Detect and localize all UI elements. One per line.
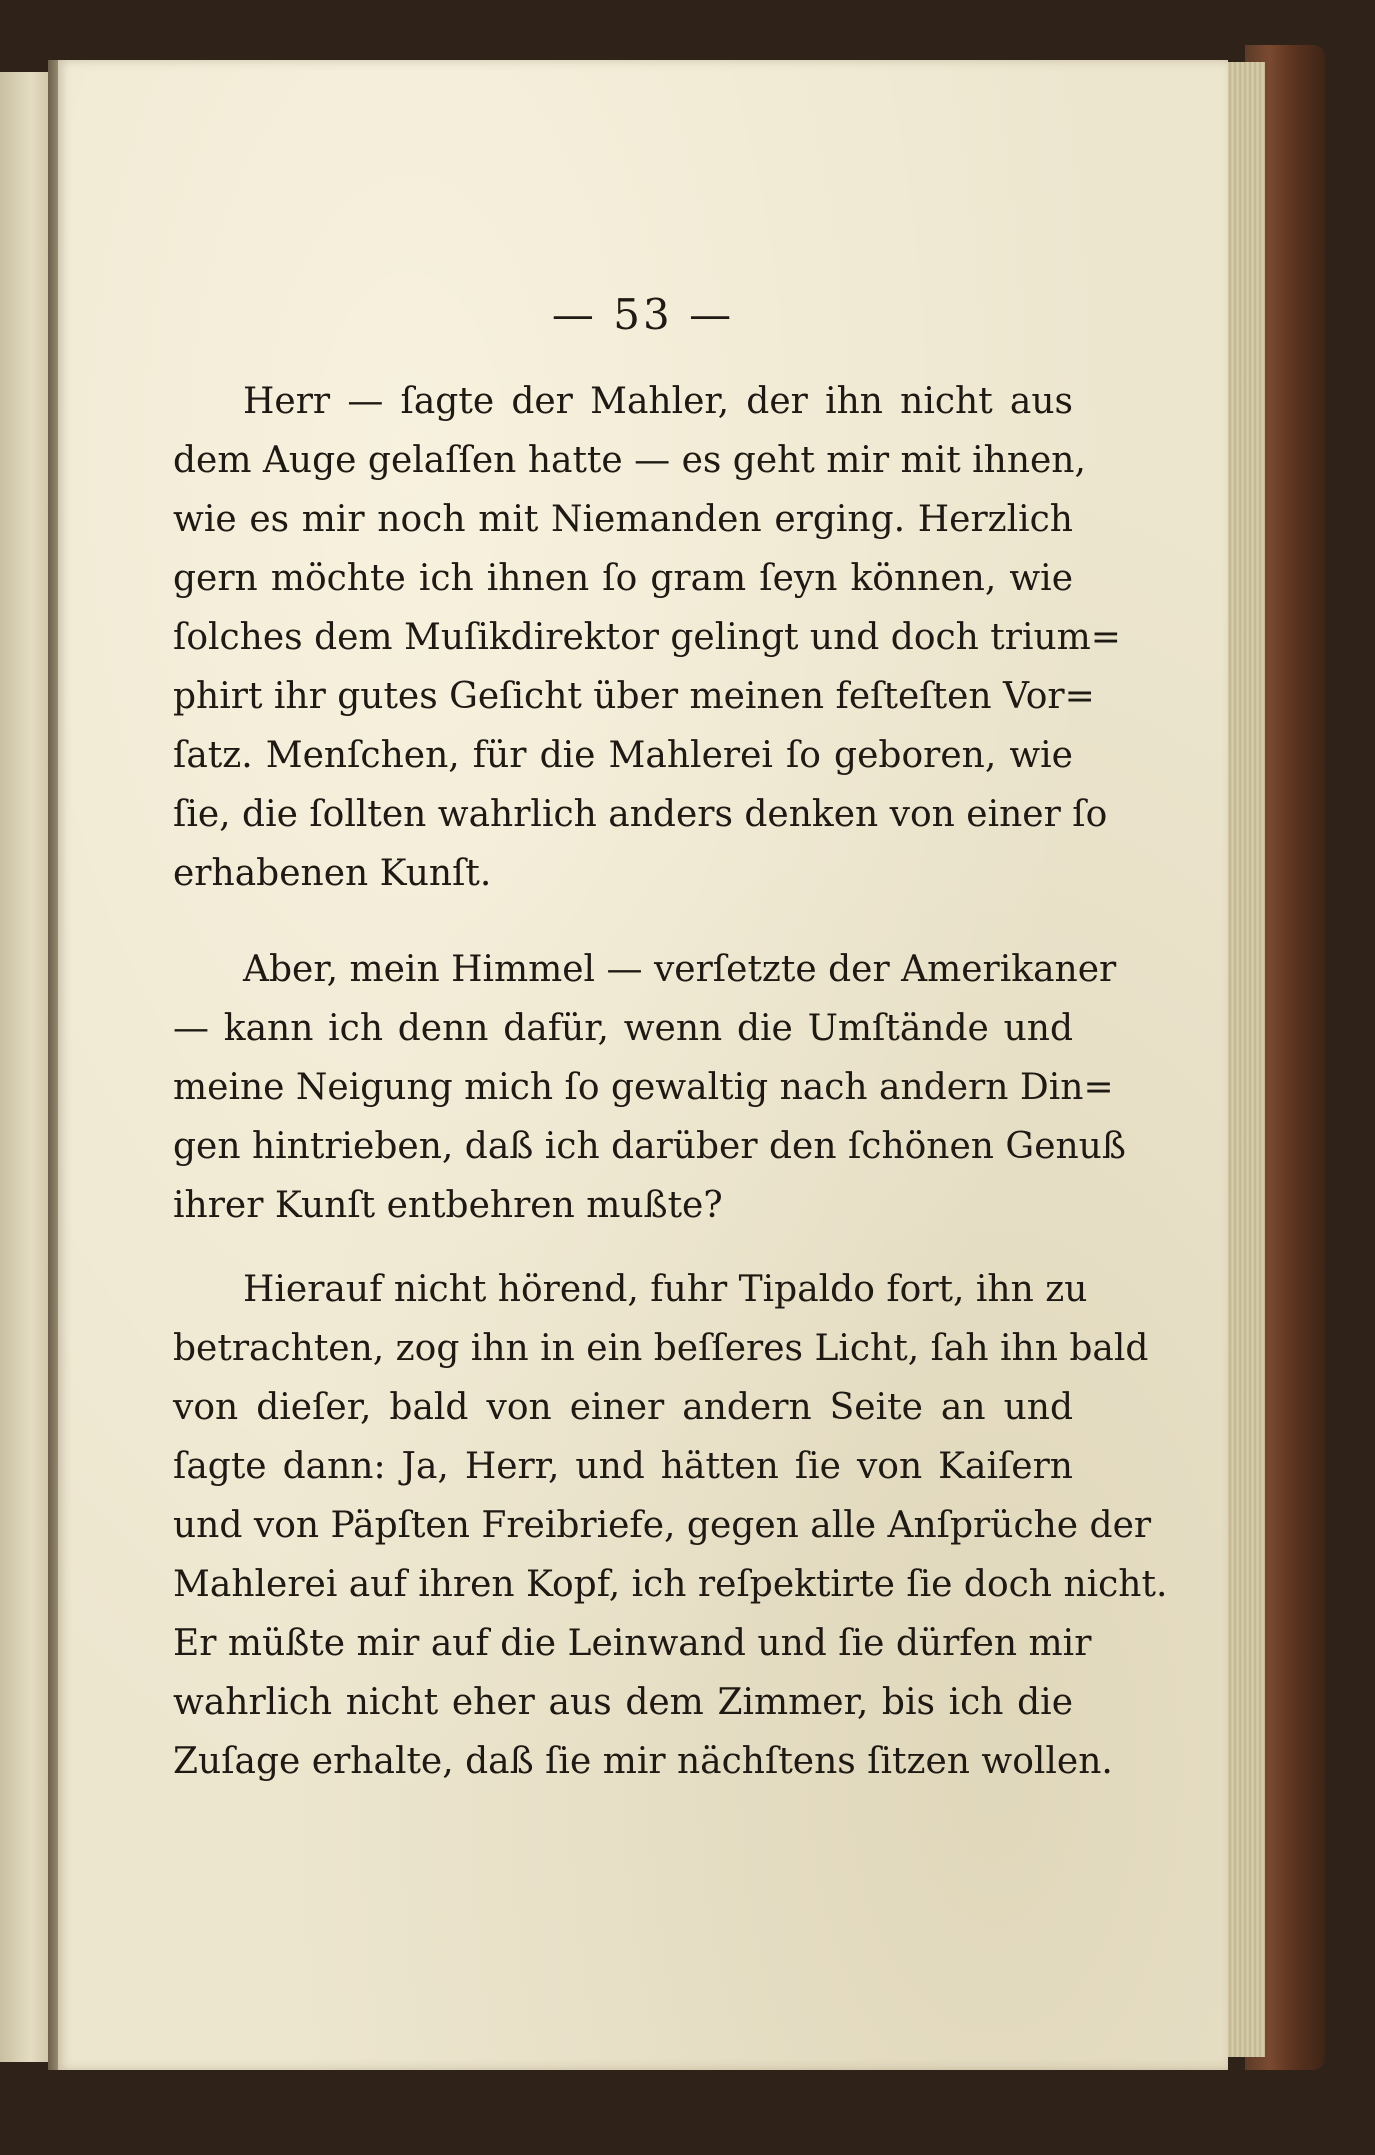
text-line: betrachten, zog ihn in ein beſſeres Licht, ſah ihn bald: [173, 1328, 1149, 1369]
text-line: ſolches dem Muſikdirektor gelingt und doch trium=: [173, 617, 1121, 658]
paragraph-3: [173, 1260, 1168, 1791]
text-line: Er müßte mir auf die Leinwand und ſie dürfen mir: [173, 1623, 1092, 1664]
text-line: meine Neigung mich ſo gewaltig nach andern Din=: [173, 1067, 1114, 1108]
text-line: und von Päpſten Freibriefe, gegen alle Anſprüche der: [173, 1505, 1152, 1546]
text-line: Herr — ſagte der Mahler, der ihn nicht aus: [243, 381, 1073, 422]
text-line: Zuſage erhalte, daß ſie mir nächſtens ſitzen wollen.: [173, 1741, 1113, 1782]
page-number: — 53 —: [551, 290, 735, 339]
text-line: ſagte dann: Ja, Herr, und hätten ſie von Kaiſern: [173, 1446, 1073, 1487]
left-page-sliver: [0, 72, 52, 2062]
paragraph-1: [173, 372, 1121, 903]
text-line: Mahlerei auf ihren Kopf, ich reſpektirte ſie doch nicht.: [173, 1564, 1168, 1605]
text-line: wahrlich nicht eher aus dem Zimmer, bis ich die: [173, 1682, 1073, 1723]
paragraph-2: [173, 940, 1126, 1235]
text-line: erhabenen Kunſt.: [173, 853, 492, 894]
text-line: gen hintrieben, daß ich darüber den ſchönen Genuß: [173, 1126, 1126, 1167]
text-line: ihrer Kunſt entbehren mußte?: [173, 1185, 723, 1226]
text-line: — kann ich denn dafür, wenn die Umſtände und: [173, 1008, 1073, 1049]
text-line: von dieſer, bald von einer andern Seite an und: [173, 1387, 1073, 1428]
book-page: [58, 60, 1228, 2070]
text-line: ſatz. Menſchen, für die Mahlerei ſo geboren, wie: [173, 735, 1073, 776]
text-line: wie es mir noch mit Niemanden erging. Herzlich: [173, 499, 1073, 540]
text-line: phirt ihr gutes Geſicht über meinen feſteſten Vor=: [173, 676, 1095, 717]
text-line: Aber, mein Himmel — verſetzte der Amerikaner: [243, 949, 1117, 990]
text-line: Hierauf nicht hörend, fuhr Tipaldo fort, ihn zu: [243, 1269, 1088, 1310]
text-line: gern möchte ich ihnen ſo gram ſeyn können, wie: [173, 558, 1073, 599]
text-line: ſie, die ſollten wahrlich anders denken von einer ſo: [173, 794, 1108, 835]
text-line: dem Auge gelaſſen hatte — es geht mir mit ihnen,: [173, 440, 1086, 481]
page-edges: [1225, 62, 1265, 2057]
